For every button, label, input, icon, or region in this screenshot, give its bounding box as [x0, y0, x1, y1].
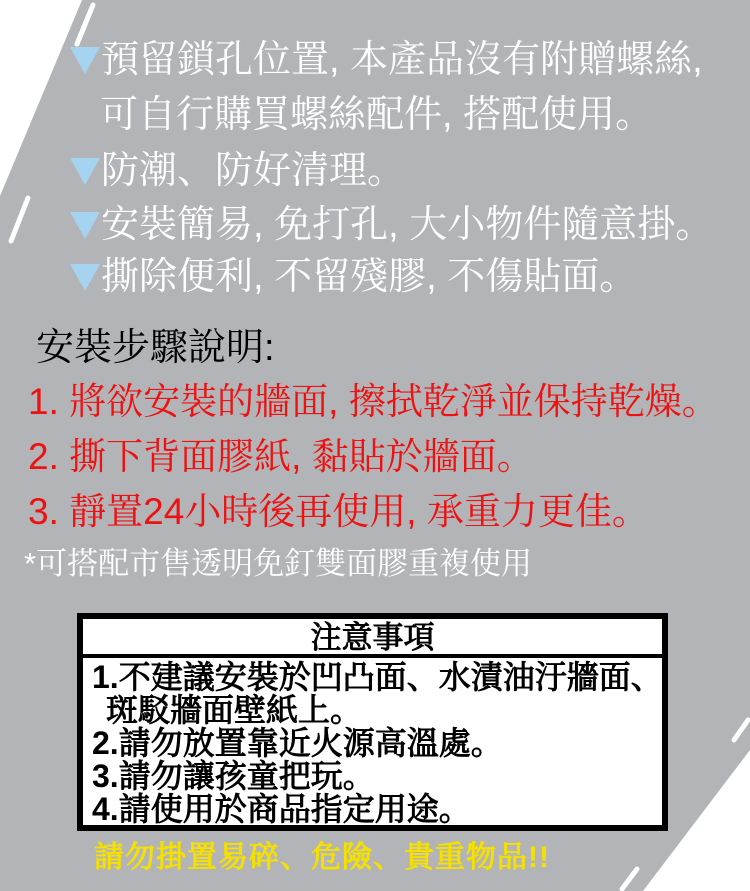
notice-item: 2.請勿放置靠近火源高溫處。	[92, 725, 503, 761]
feature-item	[70, 255, 637, 299]
triangle-bullet-icon	[70, 158, 100, 185]
notice-item-continuation: 斑駁牆面壁紙上。	[106, 692, 363, 728]
install-steps-heading: 安裝步驟說明:	[36, 327, 275, 369]
feature-item	[70, 149, 405, 193]
install-step-3: 3. 靜置24小時後再使用, 承重力更佳。	[28, 491, 649, 532]
warning-text: 請勿掛置易碎、危險、貴重物品!!	[94, 841, 550, 874]
feature-item	[70, 203, 713, 247]
install-step-2: 2. 撕下背面膠紙, 黏貼於牆面。	[28, 436, 534, 477]
triangle-bullet-icon	[70, 47, 100, 74]
notice-box	[77, 613, 668, 831]
diagonal-dash-bottom-right-upper	[734, 720, 748, 740]
notice-title: 注意事項	[83, 619, 662, 658]
feature-text-continuation: 可自行購買螺絲配件, 搭配使用。	[100, 94, 654, 136]
diagonal-dash-top-left-lower	[11, 198, 28, 241]
reuse-note: *可搭配市售透明免釘雙面膠重複使用	[24, 546, 533, 581]
diagonal-dash-bottom-right-lower	[622, 869, 637, 889]
notice-item: 3.請勿讓孩童把玩。	[92, 758, 375, 794]
feature-item	[70, 38, 703, 82]
notice-item: 4.請使用於商品指定用途。	[92, 791, 471, 827]
feature-text: 撕除便利, 不留殘膠, 不傷貼面。	[101, 256, 638, 298]
notice-item: 1.不建議安裝於凹凸面、水漬油汙牆面、	[92, 659, 663, 695]
feature-text: 預留鎖孔位置, 本產品沒有附贈螺絲,	[101, 39, 703, 81]
notice-items	[83, 658, 662, 826]
triangle-bullet-icon	[70, 264, 100, 291]
triangle-bullet-icon	[70, 212, 100, 239]
feature-text: 防潮、防好清理。	[101, 150, 406, 192]
install-step-1: 1. 將欲安裝的牆面, 擦拭乾淨並保持乾燥。	[28, 381, 719, 422]
feature-text: 安裝簡易, 免打孔, 大小物件隨意掛。	[101, 204, 714, 246]
